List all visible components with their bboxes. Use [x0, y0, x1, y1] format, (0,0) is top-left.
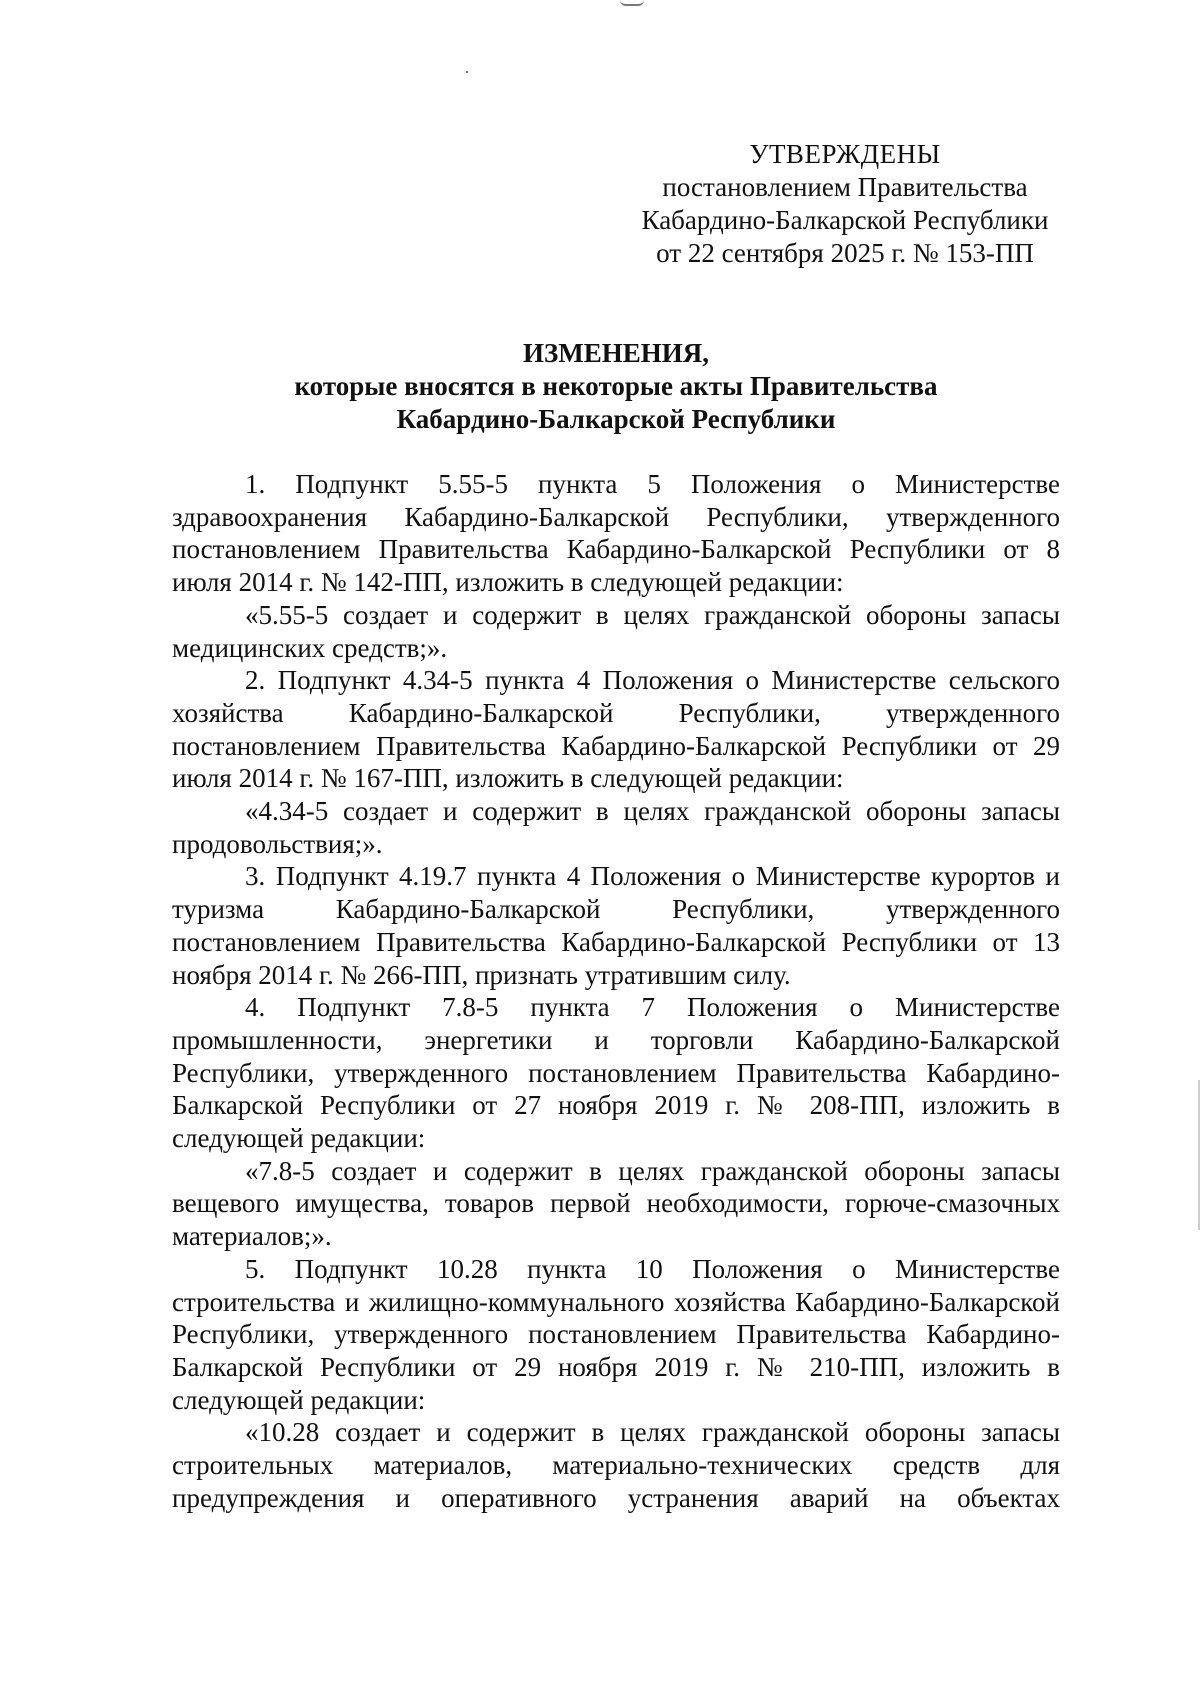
paragraph-1: 1. Подпункт 5.55-5 пункта 5 Положения о Министерстве здравоохранения Кабардино-Балкарской Республики, утвержденного постановлением Правительства Кабардино-Балкарской Республики от 8 июля 2014 г. № 142-ПП, изложить в следующей редакции: — [172, 469, 1060, 598]
paragraph-2: 2. Подпункт 4.34-5 пункта 4 Положения о Министерстве сельского хозяйства Кабардино-Балкарской Республики, утвержденного постановлением Правительства Кабардино-Балкарской Республики от 29 июля 2014 г. № 167-ПП, изложить в следующей редакции: — [172, 665, 1060, 794]
approval-line-decree: постановлением Правительства — [662, 172, 1028, 202]
paragraph-5: 5. Подпункт 10.28 пункта 10 Положения о Министерстве строительства и жилищно-коммунального хозяйства Кабардино-Балкарской Республики, утвержденного постановлением Правительства Кабардино-Балкарской Республики от 29 ноября 2019 г. № 210-ПП, изложить в следующей редакции: — [172, 1253, 1060, 1415]
page-number-mark — [620, 0, 644, 6]
document-body — [172, 468, 1060, 1515]
document-title — [172, 337, 1060, 436]
approval-line-republic: Кабардино-Балкарской Республики — [641, 205, 1049, 235]
paragraph-2-quote: «4.34-5 создает и содержит в целях гражданской обороны запасы продовольствия;». — [172, 796, 1060, 859]
title-heading: ИЗМЕНЕНИЯ, — [522, 338, 709, 368]
paragraph-4-quote: «7.8-5 создает и содержит в целях гражданской обороны запасы вещевого имущества, товаров первой необходимости, горюче-смазочных материалов;». — [172, 1155, 1060, 1252]
paragraph-1-quote: «5.55-5 создает и содержит в целях гражданской обороны запасы медицинских средств;». — [172, 599, 1060, 663]
title-subheading: которые вносятся в некоторые акты Правительства — [294, 371, 938, 401]
paragraph-4: 4. Подпункт 7.8-5 пункта 7 Положения о Министерстве промышленности, энергетики и торговли Кабардино-Балкарской Республики, утвержденного постановлением Правительства Кабардино-Балкарской Республики от 27 ноября 2019 г. № 208-ПП, изложить в следующей редакции: — [172, 992, 1060, 1154]
paragraph-5-quote: «10.28 создает и содержит в целях гражданской обороны запасы строительных материалов, материально-технических средств для предупреждения и оперативного устранения аварий на объектах — [172, 1417, 1060, 1513]
scan-speck — [466, 71, 468, 73]
paragraph-3: 3. Подпункт 4.19.7 пункта 4 Положения о Министерстве курортов и туризма Кабардино-Балкарской Республики, утвержденного постановлением Правительства Кабардино-Балкарской Республики от 13 ноября 2014 г. № 266-ПП, признать утратившим силу. — [172, 861, 1060, 990]
approval-stamp-block — [600, 138, 1090, 270]
approval-line-date: от 22 сентября 2025 г. № 153-ПП — [656, 238, 1034, 268]
approval-heading: УТВЕРЖДЕНЫ — [749, 139, 941, 169]
title-subheading-republic: Кабардино-Балкарской Республики — [396, 404, 836, 434]
